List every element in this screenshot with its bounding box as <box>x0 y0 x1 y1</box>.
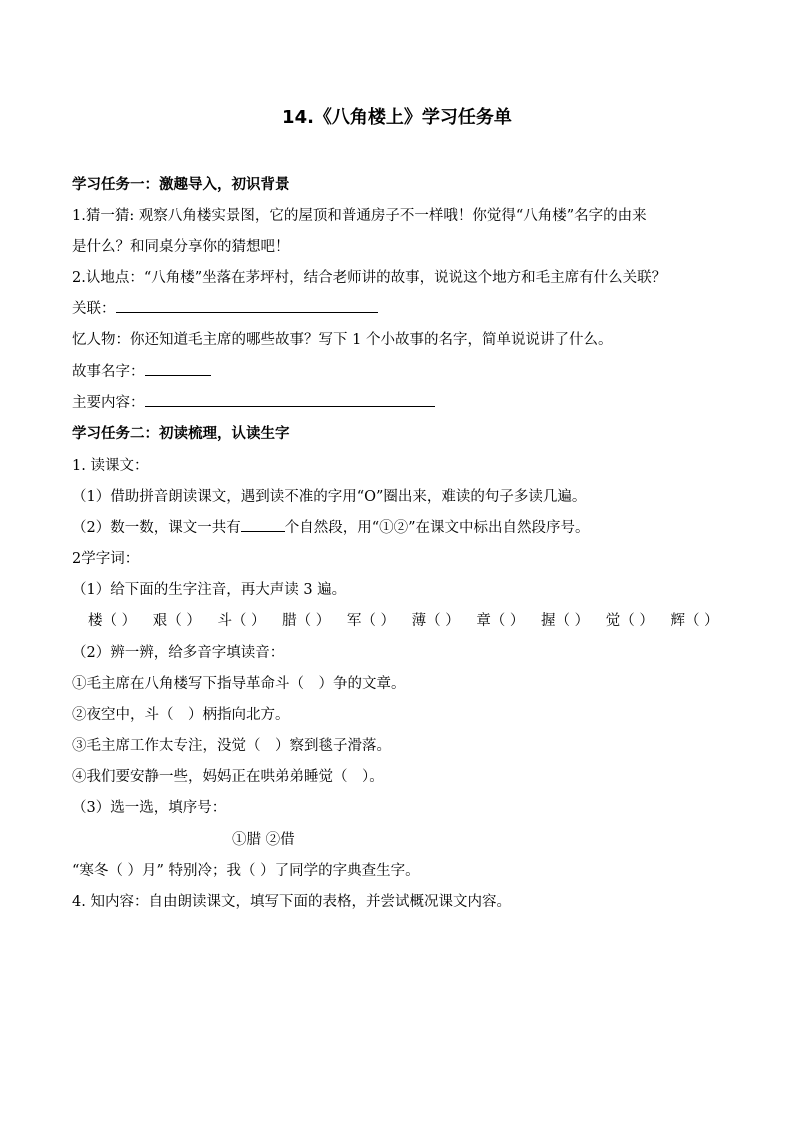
char-item[interactable]: 觉（ ） <box>605 613 654 629</box>
choice-options: ①腊 ②借 <box>232 832 295 848</box>
main-content-row <box>72 392 435 414</box>
words-item-2: （2）辨一辨，给多音字填读音： <box>72 645 285 661</box>
polyphone-sentence: ②夜空中，斗（ ）柄指向北方。 <box>72 707 290 723</box>
char-item[interactable]: 军（ ） <box>346 613 395 629</box>
main-content-blank[interactable] <box>145 392 435 407</box>
read-item-2-prefix: （2）数一数，课文一共有 <box>72 520 241 536</box>
words-title: 2学字词： <box>72 551 140 567</box>
words-item-3: （3）选一选，填序号： <box>72 800 227 816</box>
char-item[interactable]: 薄（ ） <box>411 613 460 629</box>
task2-heading: 学习任务二：初读梳理，认读生字 <box>72 426 290 442</box>
task1-q1-line2: 是什么？和同桌分享你的猜想吧！ <box>72 239 290 255</box>
polyphone-sentence: ④我们要安静一些，妈妈正在哄弟弟睡觉（ ）。 <box>72 769 384 785</box>
page-title: 14.《八角楼上》学习任务单 <box>282 107 512 128</box>
read-item-2 <box>72 517 590 539</box>
char-item[interactable]: 章（ ） <box>476 613 525 629</box>
char-item[interactable]: 腊（ ） <box>282 613 331 629</box>
paragraph-count-blank[interactable] <box>241 517 285 532</box>
task1-people: 忆人物：你还知道毛主席的哪些故事？写下 1 个小故事的名字，简单说说讲了什么。 <box>72 332 613 348</box>
char-item[interactable]: 握（ ） <box>541 613 590 629</box>
char-item[interactable]: 辉（ ） <box>670 613 719 629</box>
char-item[interactable]: 楼（ ） <box>88 613 137 629</box>
fill-sentence: “寒冬（ ）月” 特别冷；我（ ）了同学的字典查生字。 <box>72 863 420 879</box>
task1-q2: 2.认地点：“八角楼”坐落在茅坪村，结合老师讲的故事，说说这个地方和毛主席有什么关联？ <box>72 270 667 286</box>
read-item-1: （1）借助拼音朗读课文，遇到读不准的字用“O”圈出来，难读的句子多读几遍。 <box>72 489 587 505</box>
words-item-1: （1）给下面的生字注音，再大声读 3 遍。 <box>72 582 347 598</box>
relation-row <box>72 298 378 320</box>
polyphone-sentence: ③毛主席工作太专注，没觉（ ）察到毯子滑落。 <box>72 738 391 754</box>
task1-q1-line1: 1.猜一猜: 观察八角楼实景图，它的屋顶和普通房子不一样哦！你觉得“八角楼”名字的由来 <box>72 208 647 224</box>
char-item[interactable]: 斗（ ） <box>217 613 266 629</box>
task1-heading: 学习任务一：激趣导入，初识背景 <box>72 177 290 193</box>
relation-label: 关联： <box>72 301 116 317</box>
story-name-row <box>72 361 211 383</box>
read-item-2-suffix: 个自然段，用“①②”在课文中标出自然段序号。 <box>284 520 590 536</box>
char-item[interactable]: 艰（ ） <box>152 613 201 629</box>
story-name-blank[interactable] <box>145 361 211 376</box>
character-list <box>88 610 731 632</box>
content-task: 4. 知内容：自由朗读课文，填写下面的表格，并尝试概况课文内容。 <box>72 894 511 910</box>
polyphone-sentence: ①毛主席在八角楼写下指导革命斗（ ）争的文章。 <box>72 676 406 692</box>
read-title: 1. 读课文： <box>72 458 149 474</box>
relation-blank[interactable] <box>116 298 378 313</box>
story-name-label: 故事名字： <box>72 364 145 380</box>
main-content-label: 主要内容： <box>72 395 145 411</box>
